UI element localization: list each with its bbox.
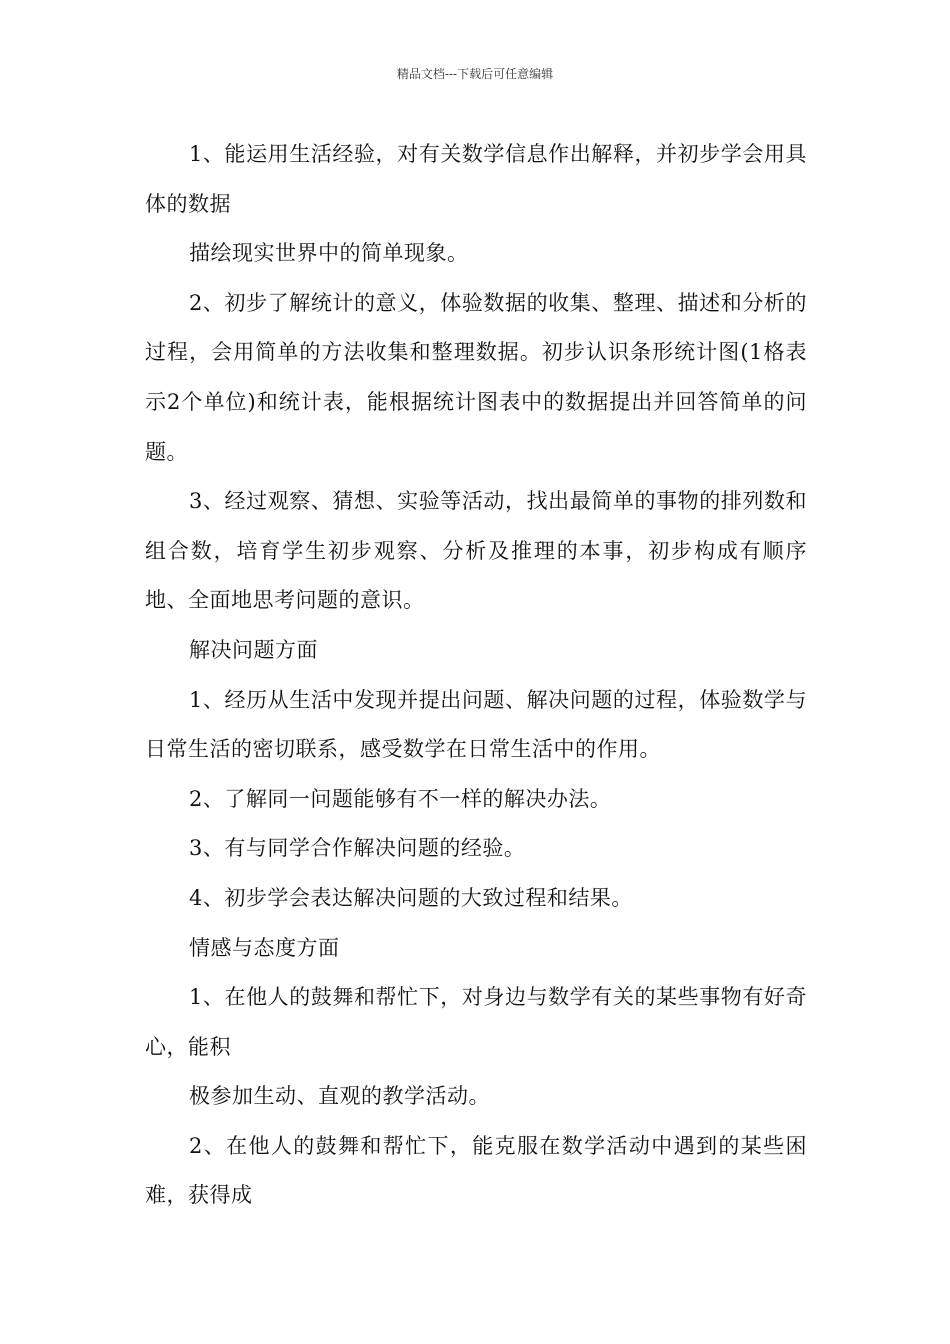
document-body — [145, 130, 807, 1221]
paragraph-problem-solving-3: 3、有与同学合作解决问题的经验。 — [189, 836, 526, 861]
page-header: 精品文档---下载后可任意编辑 — [396, 67, 554, 81]
paragraph-attitude-1-continued: 极参加生动、直观的教学活动。 — [189, 1084, 490, 1109]
paragraph-attitude-2: 2、在他人的鼓舞和帮忙下，能克服在数学活动中遇到的某些困难，获得成 — [145, 1133, 807, 1208]
paragraph-problem-solving-4: 4、初步学会表达解决问题的大致过程和结果。 — [189, 885, 633, 910]
paragraph-attitude-1: 1、在他人的鼓舞和帮忙下，对身边与数学有关的某些事物有好奇心，能积 — [145, 985, 807, 1059]
paragraph-stats-goal-2: 2、初步了解统计的意义，体验数据的收集、整理、描述和分析的过程，会用简单的方法收集和整理数据。初步认识条形统计图(1格表示2个单位)和统计表，能根据统计图表中的数据提出并回答简单的问题。 — [145, 290, 807, 464]
paragraph-problem-solving-2: 2、了解同一问题能够有不一样的解决办法。 — [189, 786, 612, 811]
paragraph-problem-solving-1: 1、经历从生活中发现并提出问题、解决问题的过程，体验数学与日常生活的密切联系，感受数学在日常生活中的作用。 — [145, 687, 807, 762]
section-heading-attitude: 情感与态度方面 — [189, 935, 340, 960]
paragraph-stats-goal-1: 1、能运用生活经验，对有关数学信息作出解释，并初步学会用具体的数据 — [145, 142, 807, 216]
paragraph-stats-goal-3: 3、经过观察、猜想、实验等活动，找出最简单的事物的排列数和组合数，培育学生初步观察、分析及推理的本事，初步构成有顺序地、全面地思考问题的意识。 — [145, 489, 807, 613]
section-heading-problem-solving: 解决问题方面 — [189, 637, 318, 662]
paragraph-stats-goal-1-continued: 描绘现实世界中的简单现象。 — [189, 241, 469, 266]
